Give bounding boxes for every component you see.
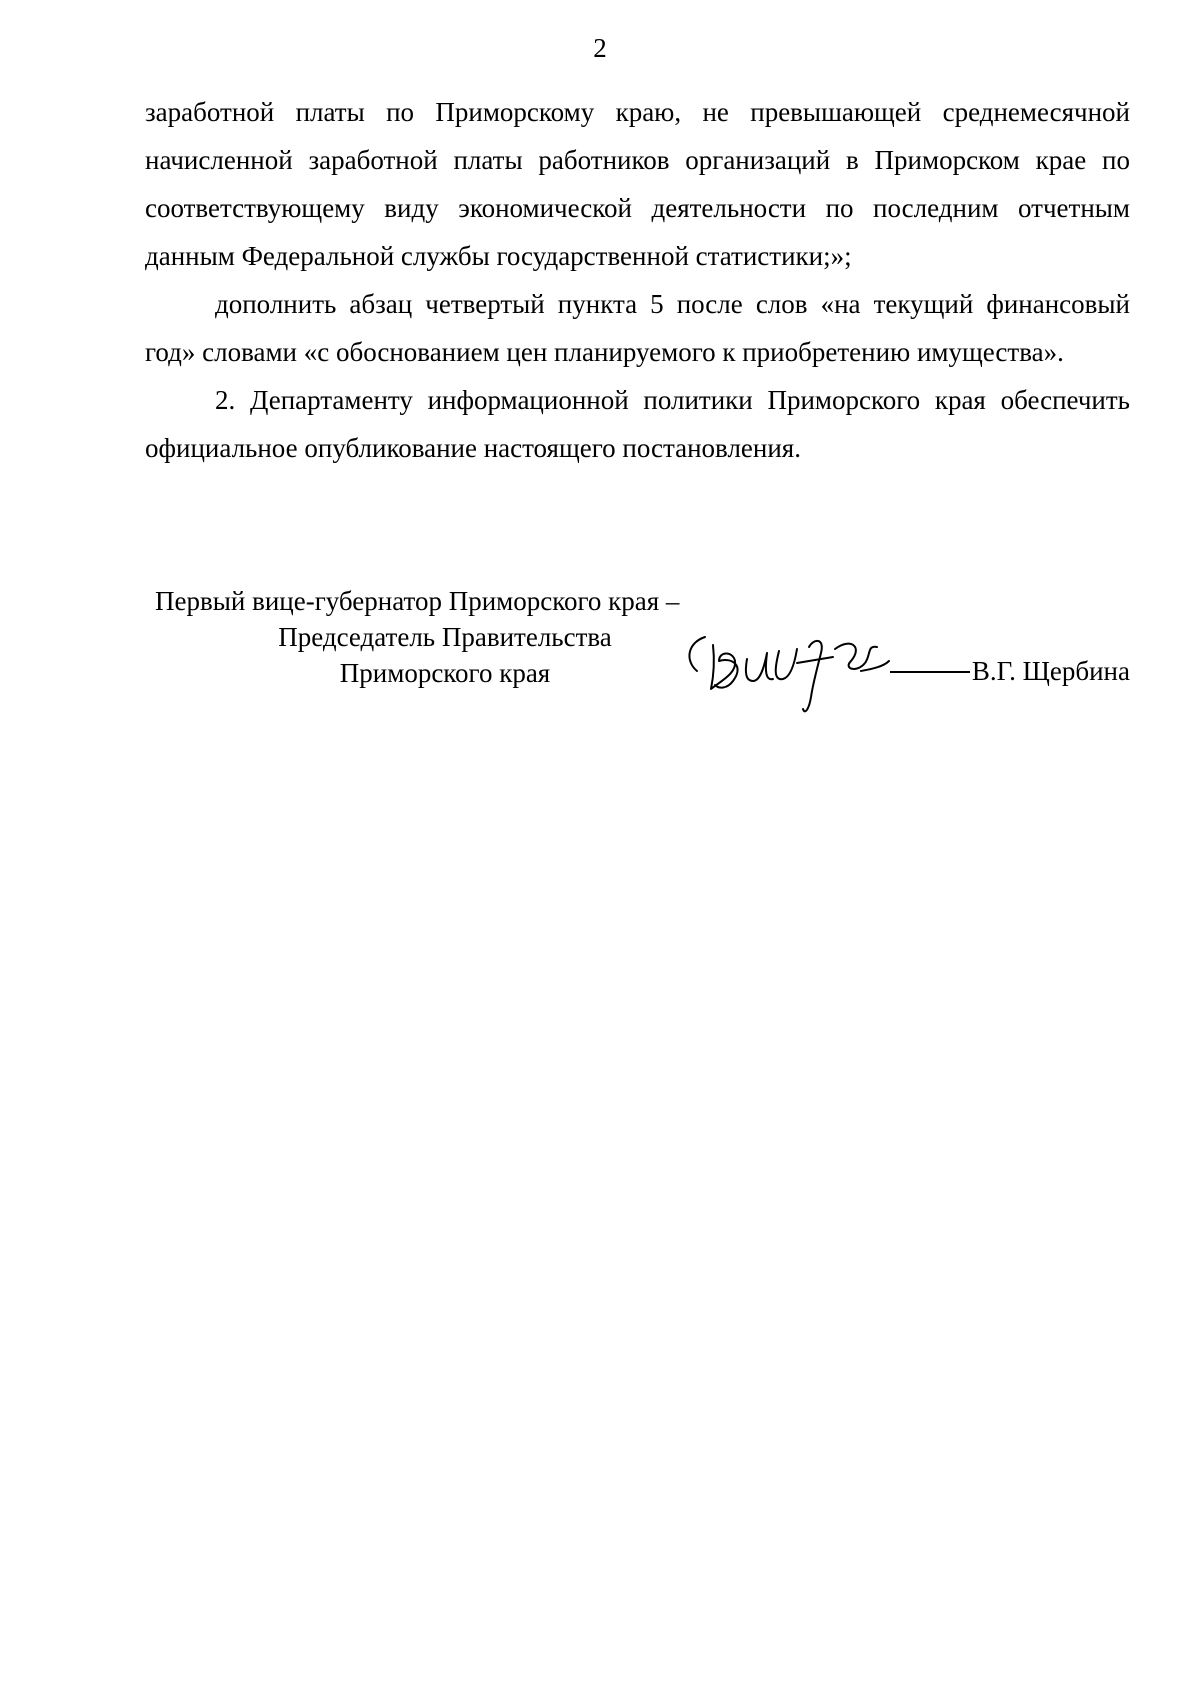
paragraph-amendment: дополнить абзац четвертый пункта 5 после слов «на текущий финансовый год» словами «с обоснованием цен планируемого к приобретению имущества». [145, 289, 1130, 367]
document-body [145, 88, 1130, 472]
paragraph-continuation: заработной платы по Приморскому краю, не превышающей среднемесячной начисленной заработной платы работников организаций в Приморском крае по соответствующему виду экономической деятельности по последним отчетным данным Федеральной службы государственной статистики;»; [145, 97, 1130, 271]
signatory-title [155, 583, 735, 691]
paragraph-publication: 2. Департаменту информационной политики Приморского края обеспечить официальное опубликование настоящего постановления. [145, 385, 1130, 463]
signatory-name: В.Г. Щербина [971, 656, 1130, 686]
signatory-title-line: Приморского края [339, 658, 551, 688]
signature-dash [890, 671, 970, 673]
page-number: 2 [593, 33, 607, 63]
signatory-title-line: Первый вице-губернатор Приморского края – [155, 586, 680, 616]
signatory-title-line: Председатель Правительства [278, 622, 612, 652]
handwritten-signature [675, 623, 915, 723]
signature-block [145, 583, 1130, 703]
